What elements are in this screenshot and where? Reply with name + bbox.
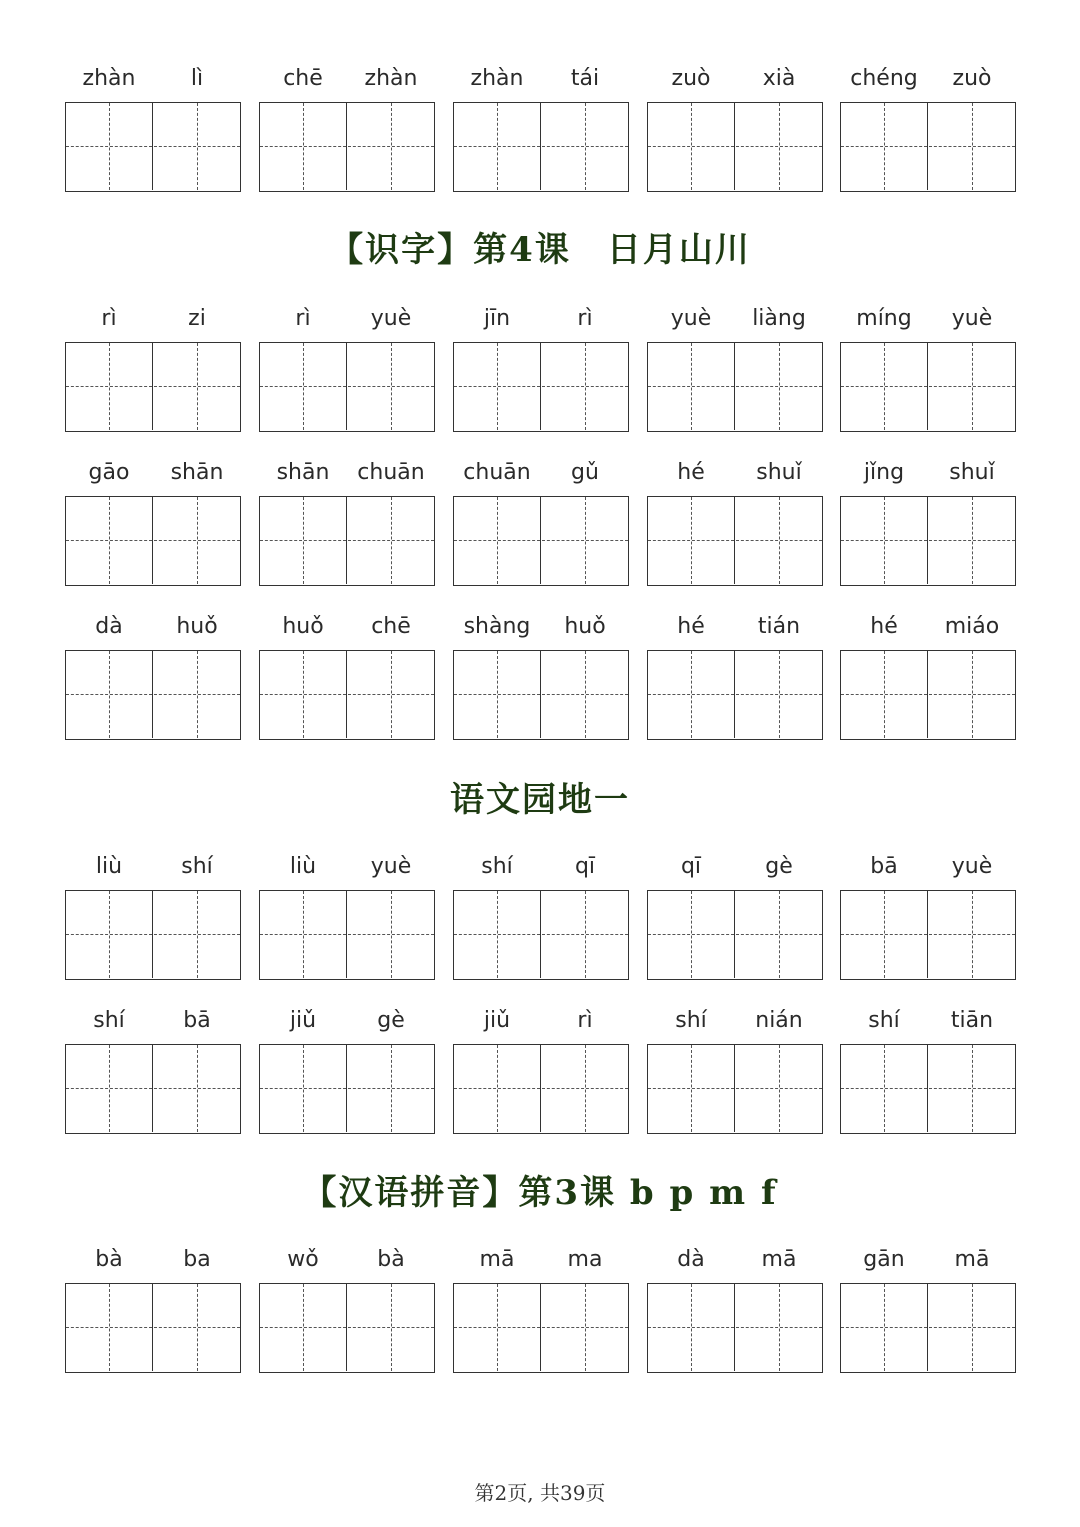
dashed-guide-vertical <box>303 497 304 584</box>
dashed-guide-vertical <box>497 103 498 190</box>
dashed-guide-vertical <box>972 343 973 430</box>
dashed-guide-vertical <box>585 651 586 738</box>
pinyin-label: tián <box>757 614 801 639</box>
writing-cell[interactable] <box>736 891 822 978</box>
vocab-word <box>840 1006 1016 1146</box>
section-title-pinyin-3: 【汉语拼音】第3课 b p m f <box>302 1173 778 1213</box>
pinyin-label: hé <box>870 614 898 639</box>
tianzige-box <box>259 1283 435 1373</box>
dashed-guide-vertical <box>391 1284 392 1371</box>
writing-cell[interactable] <box>929 103 1015 190</box>
writing-cell[interactable] <box>841 651 928 738</box>
dashed-guide-vertical <box>972 651 973 738</box>
pinyin-label: hé <box>677 460 705 485</box>
vocab-word <box>259 1245 435 1385</box>
pinyin-label: liù <box>95 854 123 879</box>
dashed-guide-vertical <box>884 891 885 978</box>
dashed-guide-vertical <box>585 1045 586 1132</box>
pinyin-label: zhàn <box>82 66 136 91</box>
pinyin-label: mā <box>761 1247 797 1272</box>
writing-cell[interactable] <box>260 891 347 978</box>
writing-cell[interactable] <box>454 1284 541 1371</box>
page-footer: 第2页, 共39页 <box>474 1481 606 1505</box>
writing-cell[interactable] <box>348 651 434 738</box>
vocab-word <box>647 1245 823 1385</box>
dashed-guide-vertical <box>585 103 586 190</box>
dashed-guide-vertical <box>109 343 110 430</box>
dashed-guide-vertical <box>585 343 586 430</box>
vocab-word <box>647 304 823 444</box>
pinyin-label: chē <box>283 66 323 91</box>
vocab-word <box>647 458 823 598</box>
tianzige-box <box>65 342 241 432</box>
vocab-word <box>453 1006 629 1146</box>
dashed-guide-vertical <box>391 651 392 738</box>
writing-cell[interactable] <box>154 1284 240 1371</box>
pinyin-label: tái <box>570 66 600 91</box>
pinyin-label: gāo <box>88 460 130 485</box>
pinyin-label: ba <box>183 1247 211 1272</box>
tianzige-box <box>65 102 241 192</box>
writing-cell[interactable] <box>348 343 434 430</box>
dashed-guide-vertical <box>779 103 780 190</box>
writing-cell[interactable] <box>841 103 928 190</box>
vocab-word <box>840 458 1016 598</box>
dashed-guide-vertical <box>884 497 885 584</box>
vocab-word <box>840 1245 1016 1385</box>
dashed-guide-vertical <box>197 891 198 978</box>
section-title-shizi-4: 【识字】第4课 日月山川 <box>329 230 751 270</box>
vocab-word <box>65 1006 241 1146</box>
tianzige-box <box>453 102 629 192</box>
dashed-guide-vertical <box>303 1045 304 1132</box>
writing-cell[interactable] <box>542 1045 628 1132</box>
tianzige-box <box>840 1044 1016 1134</box>
pinyin-label: míng <box>856 306 912 331</box>
vocab-word <box>65 458 241 598</box>
dashed-guide-vertical <box>779 651 780 738</box>
dashed-guide-vertical <box>884 103 885 190</box>
pinyin-label: jiǔ <box>289 1008 317 1033</box>
writing-cell[interactable] <box>542 1284 628 1371</box>
pinyin-label: dà <box>677 1247 705 1272</box>
word-row <box>0 304 1080 444</box>
pinyin-label: rì <box>577 1008 593 1033</box>
pinyin-label: bà <box>95 1247 123 1272</box>
vocab-word <box>259 304 435 444</box>
tianzige-box <box>840 650 1016 740</box>
dashed-guide-vertical <box>691 891 692 978</box>
tianzige-box <box>65 1044 241 1134</box>
tianzige-box <box>647 1283 823 1373</box>
pinyin-label: bà <box>377 1247 405 1272</box>
writing-cell[interactable] <box>648 1045 735 1132</box>
pinyin-label: shuǐ <box>756 460 802 485</box>
writing-cell[interactable] <box>260 343 347 430</box>
pinyin-label: shí <box>93 1008 125 1033</box>
pinyin-label: ma <box>567 1247 603 1272</box>
dashed-guide-vertical <box>197 1045 198 1132</box>
dashed-guide-vertical <box>884 1045 885 1132</box>
vocab-word <box>65 612 241 752</box>
writing-cell[interactable] <box>260 1284 347 1371</box>
dashed-guide-vertical <box>691 1284 692 1371</box>
dashed-guide-vertical <box>109 891 110 978</box>
vocab-word <box>259 64 435 204</box>
tianzige-box <box>840 102 1016 192</box>
tianzige-box <box>65 890 241 980</box>
writing-cell[interactable] <box>260 103 347 190</box>
writing-cell[interactable] <box>929 1045 1015 1132</box>
tianzige-box <box>647 650 823 740</box>
writing-cell[interactable] <box>929 497 1015 584</box>
tianzige-box <box>259 890 435 980</box>
writing-cell[interactable] <box>648 103 735 190</box>
dashed-guide-vertical <box>972 497 973 584</box>
dashed-guide-vertical <box>691 1045 692 1132</box>
dashed-guide-vertical <box>497 343 498 430</box>
dashed-guide-vertical <box>972 1045 973 1132</box>
pinyin-label: chuān <box>463 460 531 485</box>
dashed-guide-vertical <box>197 651 198 738</box>
tianzige-box <box>65 1283 241 1373</box>
vocab-word <box>453 612 629 752</box>
pinyin-label: wǒ <box>287 1247 319 1272</box>
dashed-guide-vertical <box>109 497 110 584</box>
tianzige-box <box>840 496 1016 586</box>
writing-cell[interactable] <box>66 103 153 190</box>
pinyin-label: lì <box>190 66 204 91</box>
dashed-guide-vertical <box>972 891 973 978</box>
tianzige-box <box>647 1044 823 1134</box>
pinyin-label: nián <box>755 1008 803 1033</box>
pinyin-label: zhàn <box>470 66 524 91</box>
pinyin-label: liù <box>289 854 317 879</box>
tianzige-box <box>647 496 823 586</box>
pinyin-label: shàng <box>463 614 531 639</box>
pinyin-label: bā <box>183 1008 211 1033</box>
dashed-guide-vertical <box>779 1284 780 1371</box>
tianzige-box <box>840 890 1016 980</box>
pinyin-label: shí <box>181 854 213 879</box>
writing-cell[interactable] <box>260 1045 347 1132</box>
dashed-guide-vertical <box>109 1045 110 1132</box>
writing-cell[interactable] <box>736 651 822 738</box>
pinyin-label: liàng <box>752 306 806 331</box>
writing-cell[interactable] <box>154 891 240 978</box>
writing-cell[interactable] <box>66 1284 153 1371</box>
pinyin-label: chē <box>371 614 411 639</box>
writing-cell[interactable] <box>454 103 541 190</box>
writing-cell[interactable] <box>154 497 240 584</box>
writing-cell[interactable] <box>348 1284 434 1371</box>
writing-cell[interactable] <box>736 103 822 190</box>
pinyin-label: hé <box>677 614 705 639</box>
pinyin-label: gè <box>765 854 793 879</box>
dashed-guide-vertical <box>391 497 392 584</box>
writing-cell[interactable] <box>542 343 628 430</box>
dashed-guide-vertical <box>391 343 392 430</box>
vocab-word <box>453 852 629 992</box>
dashed-guide-vertical <box>303 1284 304 1371</box>
tianzige-box <box>259 650 435 740</box>
vocab-word <box>65 1245 241 1385</box>
pinyin-label: gè <box>377 1008 405 1033</box>
dashed-guide-vertical <box>497 651 498 738</box>
writing-cell[interactable] <box>66 891 153 978</box>
dashed-guide-vertical <box>691 651 692 738</box>
dashed-guide-vertical <box>109 103 110 190</box>
dashed-guide-vertical <box>303 651 304 738</box>
pinyin-label: yuè <box>370 854 412 879</box>
tianzige-box <box>453 496 629 586</box>
pinyin-label: shí <box>481 854 513 879</box>
section-title-yuwen-yuandi: 语文园地一 <box>450 780 630 820</box>
dashed-guide-vertical <box>779 497 780 584</box>
dashed-guide-vertical <box>497 1045 498 1132</box>
tianzige-box <box>453 1283 629 1373</box>
writing-cell[interactable] <box>648 651 735 738</box>
dashed-guide-vertical <box>391 103 392 190</box>
pinyin-label: mā <box>479 1247 515 1272</box>
pinyin-label: yuè <box>951 306 993 331</box>
writing-cell[interactable] <box>929 1284 1015 1371</box>
dashed-guide-vertical <box>779 343 780 430</box>
tianzige-box <box>259 342 435 432</box>
writing-cell[interactable] <box>66 1045 153 1132</box>
tianzige-box <box>840 342 1016 432</box>
writing-cell[interactable] <box>736 497 822 584</box>
writing-cell[interactable] <box>542 891 628 978</box>
tianzige-box <box>647 890 823 980</box>
tianzige-box <box>453 650 629 740</box>
writing-cell[interactable] <box>841 343 928 430</box>
pinyin-label: shān <box>170 460 224 485</box>
dashed-guide-vertical <box>779 1045 780 1132</box>
vocab-word <box>453 458 629 598</box>
dashed-guide-vertical <box>391 891 392 978</box>
dashed-guide-vertical <box>197 1284 198 1371</box>
tianzige-box <box>840 1283 1016 1373</box>
vocab-word <box>65 304 241 444</box>
writing-cell[interactable] <box>66 651 153 738</box>
writing-cell[interactable] <box>154 343 240 430</box>
writing-cell[interactable] <box>736 343 822 430</box>
pinyin-label: yuè <box>370 306 412 331</box>
pinyin-label: yuè <box>951 854 993 879</box>
vocab-word <box>453 64 629 204</box>
pinyin-label: jǐng <box>863 460 905 485</box>
tianzige-box <box>259 496 435 586</box>
writing-cell[interactable] <box>736 1284 822 1371</box>
writing-cell[interactable] <box>841 891 928 978</box>
pinyin-label: gān <box>863 1247 905 1272</box>
dashed-guide-vertical <box>197 497 198 584</box>
writing-cell[interactable] <box>154 103 240 190</box>
dashed-guide-vertical <box>497 891 498 978</box>
tianzige-box <box>65 650 241 740</box>
vocab-word <box>840 612 1016 752</box>
word-row <box>0 1006 1080 1146</box>
writing-cell[interactable] <box>648 891 735 978</box>
pinyin-label: shān <box>276 460 330 485</box>
vocab-word <box>453 304 629 444</box>
tianzige-box <box>259 102 435 192</box>
tianzige-box <box>453 342 629 432</box>
writing-cell[interactable] <box>454 651 541 738</box>
pinyin-label: zuò <box>952 66 992 91</box>
writing-cell[interactable] <box>348 103 434 190</box>
pinyin-label: huǒ <box>564 614 606 639</box>
vocab-word <box>65 852 241 992</box>
writing-cell[interactable] <box>260 651 347 738</box>
dashed-guide-vertical <box>884 651 885 738</box>
tianzige-box <box>647 102 823 192</box>
writing-cell[interactable] <box>66 497 153 584</box>
dashed-guide-vertical <box>303 103 304 190</box>
writing-cell[interactable] <box>542 651 628 738</box>
dashed-guide-vertical <box>691 103 692 190</box>
vocab-word <box>840 64 1016 204</box>
vocab-word <box>259 852 435 992</box>
vocab-word <box>840 304 1016 444</box>
writing-cell[interactable] <box>841 1284 928 1371</box>
vocab-word <box>647 64 823 204</box>
dashed-guide-vertical <box>109 1284 110 1371</box>
pinyin-label: qī <box>574 854 596 879</box>
dashed-guide-vertical <box>884 343 885 430</box>
writing-cell[interactable] <box>454 343 541 430</box>
writing-cell[interactable] <box>348 891 434 978</box>
writing-cell[interactable] <box>348 1045 434 1132</box>
tianzige-box <box>453 1044 629 1134</box>
tianzige-box <box>65 496 241 586</box>
writing-cell[interactable] <box>154 1045 240 1132</box>
writing-cell[interactable] <box>648 343 735 430</box>
dashed-guide-vertical <box>585 1284 586 1371</box>
writing-cell[interactable] <box>542 497 628 584</box>
dashed-guide-vertical <box>391 1045 392 1132</box>
pinyin-label: shí <box>868 1008 900 1033</box>
dashed-guide-vertical <box>884 1284 885 1371</box>
tianzige-box <box>453 890 629 980</box>
writing-cell[interactable] <box>348 497 434 584</box>
pinyin-label: yuè <box>670 306 712 331</box>
dashed-guide-vertical <box>691 343 692 430</box>
writing-cell[interactable] <box>929 343 1015 430</box>
writing-cell[interactable] <box>454 891 541 978</box>
word-row <box>0 612 1080 752</box>
vocab-word <box>259 1006 435 1146</box>
pinyin-label: rì <box>101 306 117 331</box>
pinyin-label: qī <box>680 854 702 879</box>
vocab-word <box>259 458 435 598</box>
pinyin-label: jiǔ <box>483 1008 511 1033</box>
pinyin-label: zi <box>188 306 206 331</box>
pinyin-label: shuǐ <box>949 460 995 485</box>
pinyin-label: chéng <box>850 66 918 91</box>
pinyin-label: huǒ <box>176 614 218 639</box>
pinyin-label: rì <box>295 306 311 331</box>
pinyin-label: miáo <box>944 614 1000 639</box>
dashed-guide-vertical <box>197 343 198 430</box>
dashed-guide-vertical <box>585 891 586 978</box>
pinyin-label: chuān <box>357 460 425 485</box>
dashed-guide-vertical <box>497 497 498 584</box>
vocab-word <box>647 612 823 752</box>
vocab-word <box>647 1006 823 1146</box>
pinyin-label: shí <box>675 1008 707 1033</box>
tianzige-box <box>647 342 823 432</box>
pinyin-label: zuò <box>671 66 711 91</box>
writing-cell[interactable] <box>542 103 628 190</box>
tianzige-box <box>259 1044 435 1134</box>
pinyin-label: mā <box>954 1247 990 1272</box>
writing-cell[interactable] <box>648 1284 735 1371</box>
writing-cell[interactable] <box>736 1045 822 1132</box>
dashed-guide-vertical <box>303 891 304 978</box>
vocab-word <box>453 1245 629 1385</box>
vocab-word <box>647 852 823 992</box>
dashed-guide-vertical <box>197 103 198 190</box>
vocab-word <box>65 64 241 204</box>
pinyin-label: gǔ <box>571 460 599 485</box>
writing-cell[interactable] <box>454 497 541 584</box>
dashed-guide-vertical <box>585 497 586 584</box>
pinyin-label: bā <box>870 854 898 879</box>
pinyin-label: xià <box>762 66 796 91</box>
writing-cell[interactable] <box>648 497 735 584</box>
dashed-guide-vertical <box>691 497 692 584</box>
dashed-guide-vertical <box>972 103 973 190</box>
pinyin-label: tiān <box>950 1008 994 1033</box>
dashed-guide-vertical <box>972 1284 973 1371</box>
writing-cell[interactable] <box>841 497 928 584</box>
writing-cell[interactable] <box>929 891 1015 978</box>
word-row <box>0 852 1080 992</box>
pinyin-label: huǒ <box>282 614 324 639</box>
pinyin-label: rì <box>577 306 593 331</box>
vocab-word <box>840 852 1016 992</box>
dashed-guide-vertical <box>779 891 780 978</box>
dashed-guide-vertical <box>303 343 304 430</box>
word-row <box>0 458 1080 598</box>
writing-cell[interactable] <box>841 1045 928 1132</box>
writing-cell[interactable] <box>154 651 240 738</box>
word-row <box>0 1245 1080 1385</box>
writing-cell[interactable] <box>454 1045 541 1132</box>
pinyin-label: dà <box>95 614 123 639</box>
writing-cell[interactable] <box>260 497 347 584</box>
writing-cell[interactable] <box>66 343 153 430</box>
pinyin-label: zhàn <box>364 66 418 91</box>
vocab-word <box>259 612 435 752</box>
dashed-guide-vertical <box>109 651 110 738</box>
writing-cell[interactable] <box>929 651 1015 738</box>
dashed-guide-vertical <box>497 1284 498 1371</box>
pinyin-label: jīn <box>483 306 511 331</box>
word-row <box>0 64 1080 204</box>
